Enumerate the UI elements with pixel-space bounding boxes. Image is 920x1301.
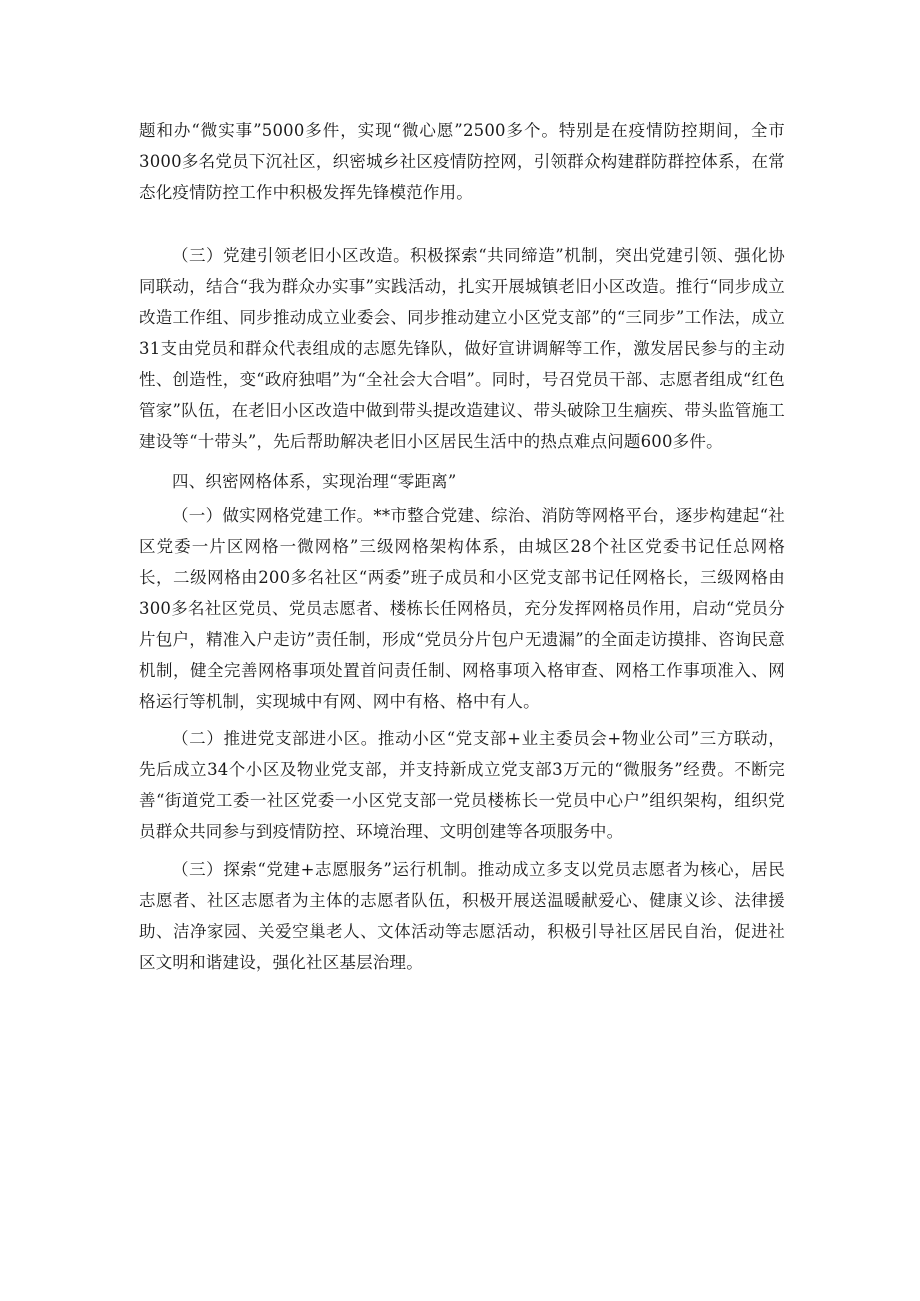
paragraph-text: 题和办“微实事”5000多件，实现“微心愿”2500多个。特别是在疫情防控期间，全市3000多名党员下沉社区，织密城乡社区疫情防控网，引领群众构建群防群控体系，在常态化疫情防控工作中积极发挥先锋模范作用。: [139, 121, 785, 202]
paragraph-text: （三）党建引领老旧小区改造。积极探索“共同缔造”机制，突出党建引领、强化协同联动，结合“我为群众办实事”实践活动，扎实开展城镇老旧小区改造。推行“同步成立改造工作组、同步推动成立业委会、同步推动建立小区党支部”的“三同步”工作法，成立31支由党员和群众代表组成的志愿先锋队，做好宣讲调解等工作，激发居民参与的主动性、创造性，变“政府独唱”为“全社会大合唱”。同时，号召党员干部、志愿者组成“红色管家”队伍，在老旧小区改造中做到带头提改造建议、带头破除卫生痼疾、带头监管施工建设等“十带头”，先后帮助解决老旧小区居民生活中的热点难点问题600多件。: [139, 246, 785, 451]
paragraph-old-community-renovation: [139, 240, 785, 457]
paragraph-text: （二）推进党支部进小区。推动小区“党支部+业主委员会+物业公司”三方联动，先后成立34个小区及物业党支部，并支持新成立党支部3万元的“微服务”经费。不断完善“街道党工委一社区党委一小区党支部一党员楼栋长一党员中心户”组织架构，组织党员群众共同参与到疫情防控、环境治理、文明创建等各项服务中。: [139, 729, 785, 841]
paragraph-text: （三）探索“党建+志愿服务”运行机制。推动成立多支以党员志愿者为核心，居民志愿者、社区志愿者为主体的志愿者队伍，积极开展送温暖献爱心、健康义诊、法律援助、洁净家园、关爱空巢老人、文体活动等志愿活动，积极引导社区居民自治，促进社区文明和谐建设，强化社区基层治理。: [139, 860, 785, 972]
paragraph-continuation: [139, 115, 785, 208]
section-heading-grid-system: [139, 466, 785, 497]
section-heading-text: 四、织密网格体系，实现治理“零距离”: [172, 472, 457, 491]
paragraph-party-branch-into-community: [139, 723, 785, 847]
paragraph-grid-party-building: [139, 500, 785, 717]
paragraph-text: （一）做实网格党建工作。**市整合党建、综治、消防等网格平台，逐步构建起“社区党委一片区网格一微网格”三级网格架构体系，由城区28个社区党委书记任总网格长，二级网格由200多名社区“两委”班子成员和小区党支部书记任网格长，三级网格由300多名社区党员、党员志愿者、楼栋长任网格员，充分发挥网格员作用，启动“党员分片包户，精准入户走访”责任制，形成“党员分片包户无遗漏”的全面走访摸排、咨询民意机制，健全完善网格事项处置首问责任制、网格事项入格审查、网格工作事项准入、网格运行等机制，实现城中有网、网中有格、格中有人。: [139, 506, 785, 711]
paragraph-volunteer-service-mechanism: [139, 854, 785, 978]
